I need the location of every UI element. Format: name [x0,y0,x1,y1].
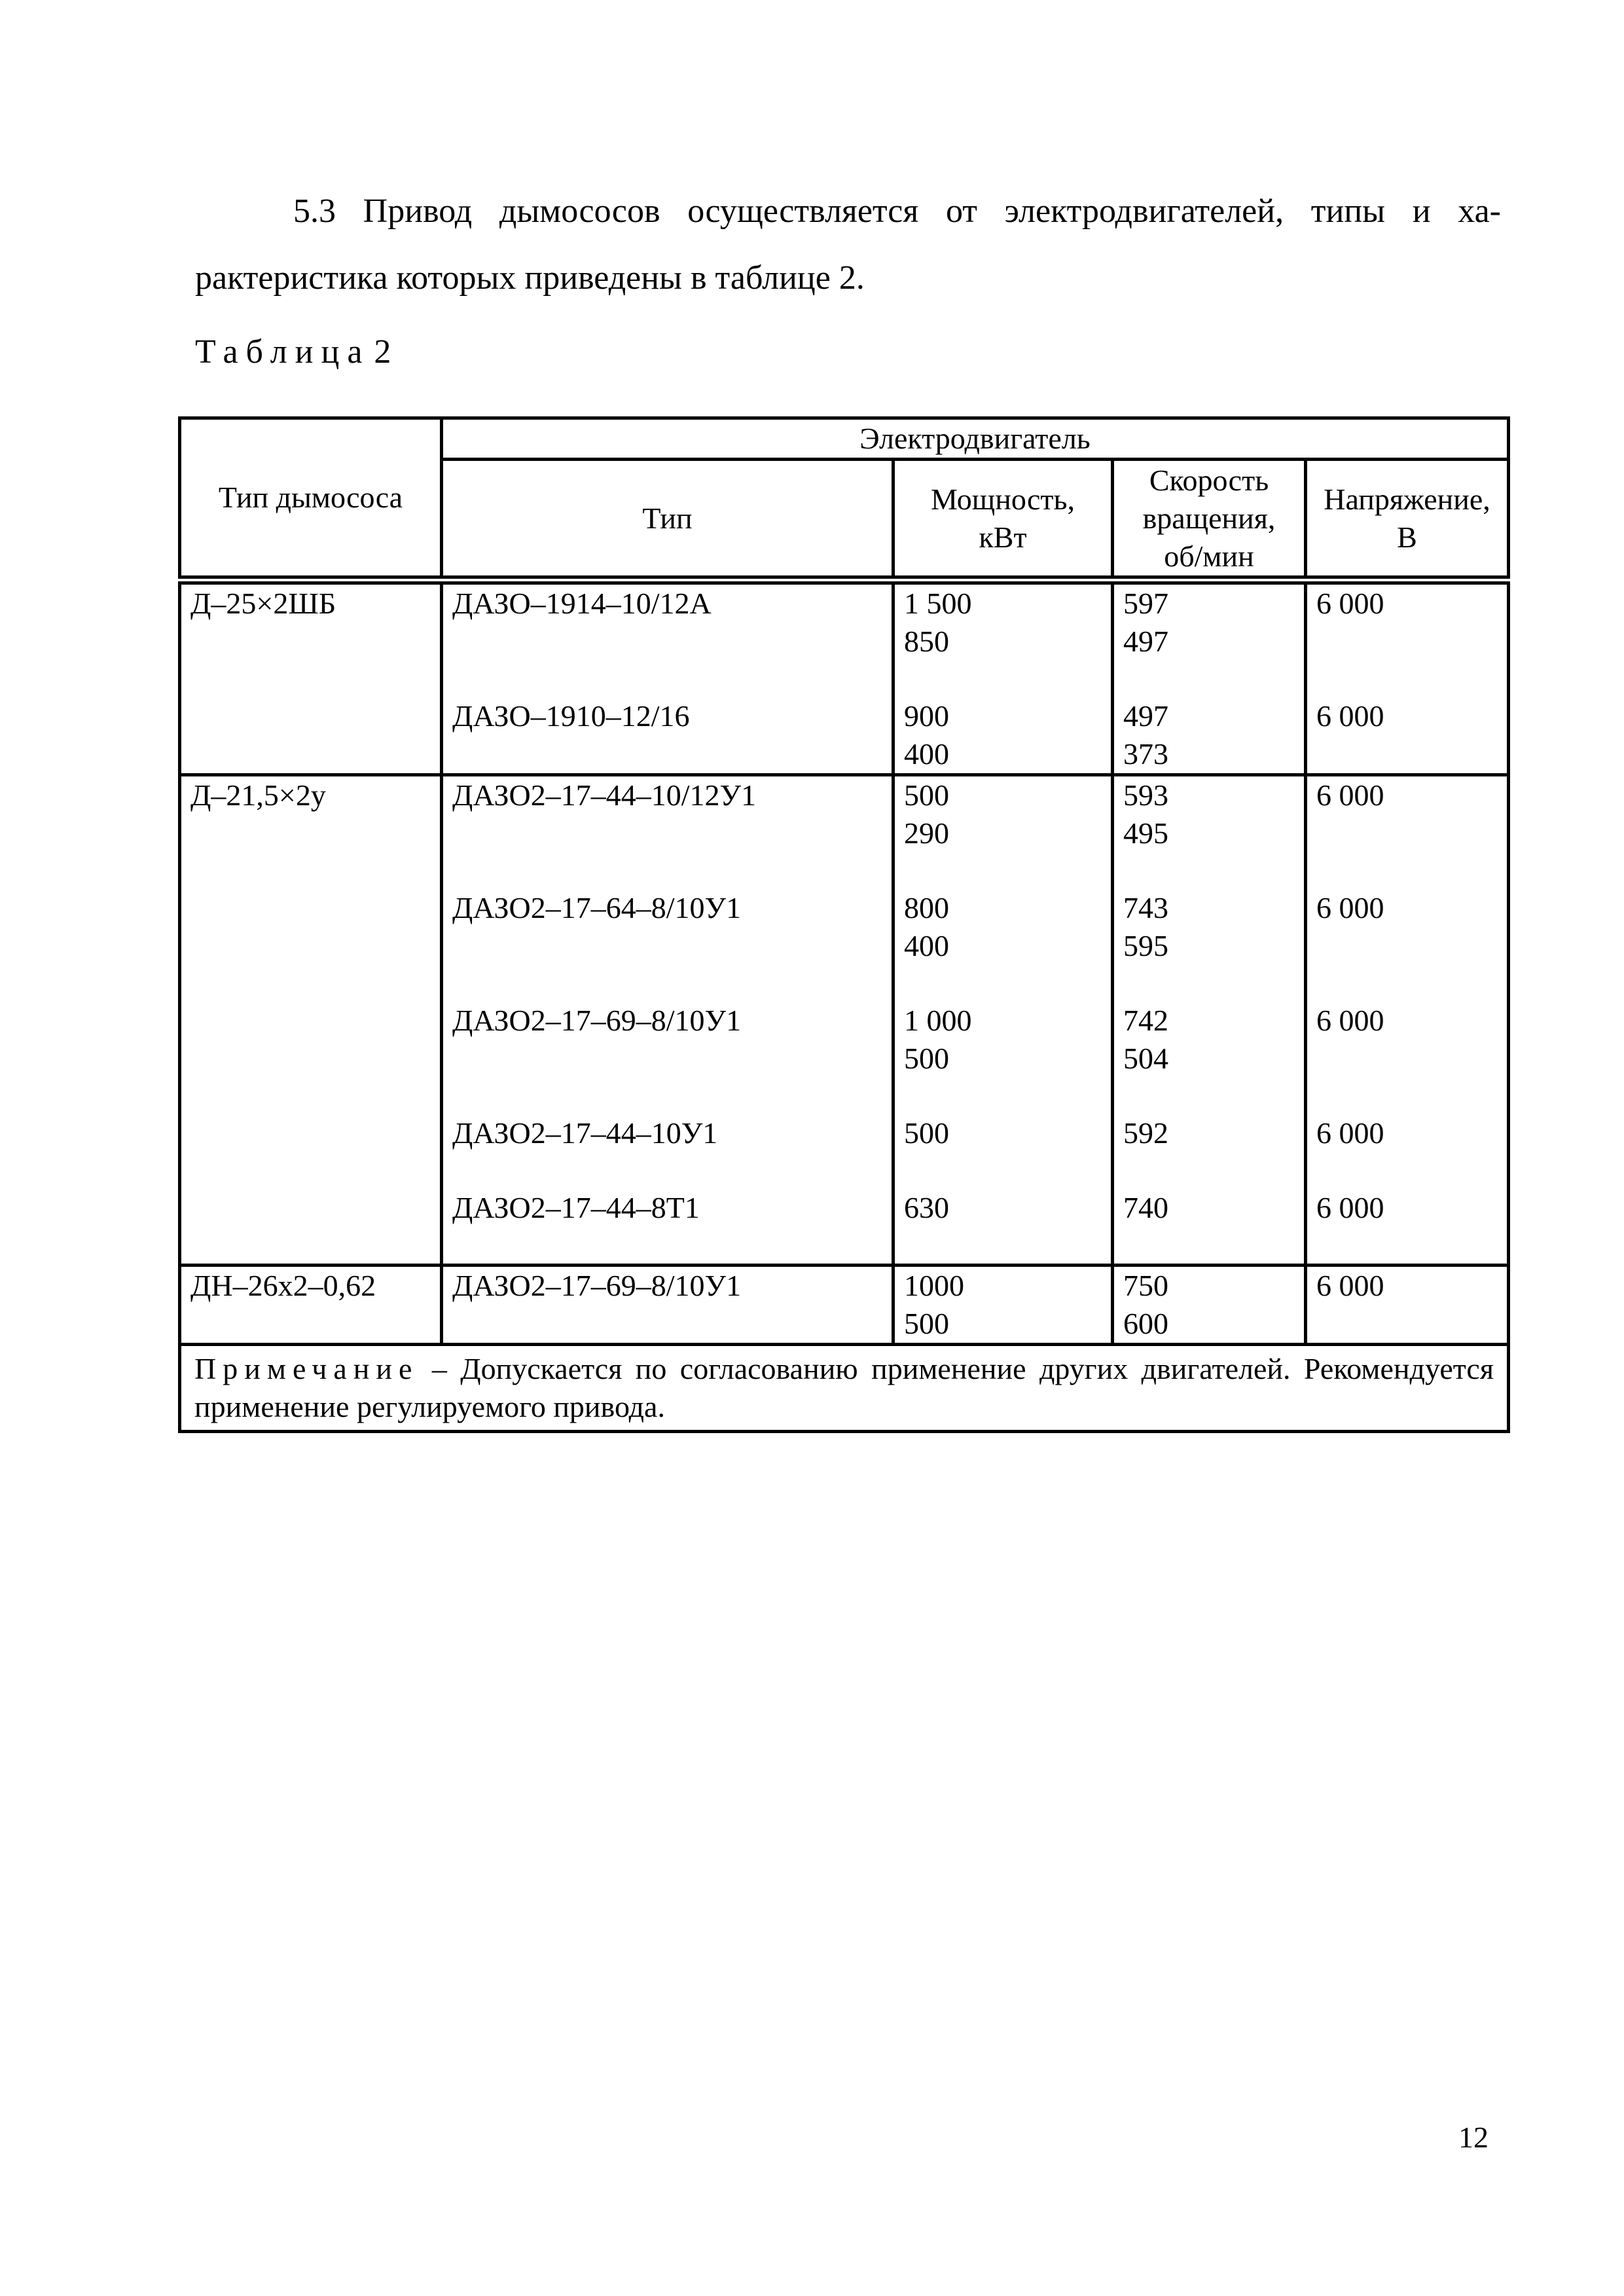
speed-value: 504 [1123,1042,1168,1075]
note-label: Примечание [194,1352,419,1385]
table-caption-number: 2 [374,333,391,371]
power-value: 900 [904,699,949,733]
header-speed [1113,460,1306,581]
power-cell [893,775,1113,853]
power-cell: 500 [893,1114,1113,1152]
power-value: 800 [904,891,949,924]
power-value: 500 [904,1307,949,1340]
speed-cell [1113,775,1306,853]
motor-type-cell: ДАЗО2–17–64–8/10У1 [442,889,893,965]
speed-value: 597 [1123,587,1168,620]
motor-type-cell: ДАЗО2–17–69–8/10У1 [442,1002,893,1078]
table-row [180,580,1509,661]
speed-value: 595 [1123,929,1168,962]
speed-cell: 592 [1113,1114,1306,1152]
voltage-cell: 6 000 [1306,1189,1509,1227]
speed-cell: 740 [1113,1189,1306,1227]
table-note [180,1345,1509,1432]
header-speed-line-1: Скорость [1149,463,1269,497]
header-motor-type: Тип [442,460,893,581]
speed-value: 743 [1123,891,1168,924]
power-value: 290 [904,816,949,850]
motor-type-cell: ДАЗО2–17–44–10/12У1 [442,775,893,853]
intro-paragraph [195,178,1501,312]
power-value: 1 500 [904,587,972,620]
speed-value: 742 [1123,1004,1168,1037]
speed-value: 497 [1123,625,1168,658]
power-cell: 630 [893,1189,1113,1227]
power-cell [893,697,1113,775]
voltage-cell: 6 000 [1306,1266,1509,1345]
fan-type-cell: Д–21,5×2у [180,775,442,1266]
voltage-cell: 6 000 [1306,889,1509,965]
speed-cell [1113,889,1306,965]
power-value: 400 [904,737,949,771]
motor-type-cell: ДАЗО–1914–10/12А [442,580,893,661]
header-voltage [1306,460,1509,581]
motor-type-cell: ДАЗО2–17–44–8Т1 [442,1189,893,1227]
header-voltage-line-2: В [1397,520,1417,554]
header-voltage-line-1: Напряжение, [1324,482,1490,516]
table-row [180,1266,1509,1345]
power-cell [893,1002,1113,1078]
speed-cell [1113,697,1306,775]
voltage-cell: 6 000 [1306,580,1509,661]
power-cell [893,1266,1113,1345]
speed-value: 497 [1123,699,1168,733]
header-speed-line-2: вращения, [1142,501,1276,535]
intro-line-2: рактеристика которых приведены в таблице 2. [195,259,865,297]
table-caption [195,333,391,371]
table-caption-word: Таблица [195,333,370,371]
intro-line-1: 5.3 Привод дымососов осуществляется от электродвигателей, типы и ха- [293,192,1501,230]
power-value: 1 000 [904,1004,972,1037]
power-value: 500 [904,778,949,812]
note-text: – Допускается по согласованию применение других двигателей. Рекомендуется применение регулируемого привода. [194,1352,1494,1423]
table-row [180,775,1509,853]
motor-type-cell: ДАЗО2–17–44–10У1 [442,1114,893,1152]
voltage-cell: 6 000 [1306,775,1509,853]
header-power [893,460,1113,581]
power-value: 850 [904,625,949,658]
speed-cell [1113,580,1306,661]
speed-value: 750 [1123,1269,1168,1302]
voltage-cell: 6 000 [1306,1002,1509,1078]
fan-type-cell: ДН–26х2–0,62 [180,1266,442,1345]
speed-cell [1113,1266,1306,1345]
table-note-row [180,1345,1509,1432]
header-power-line-1: Мощность, [931,482,1075,516]
motor-type-cell: ДАЗО2–17–69–8/10У1 [442,1266,893,1345]
header-motor-group: Электродвигатель [442,418,1509,460]
power-cell [893,580,1113,661]
power-value: 1000 [904,1269,964,1302]
speed-value: 495 [1123,816,1168,850]
speed-value: 593 [1123,778,1168,812]
header-power-line-2: кВт [979,520,1027,554]
voltage-cell: 6 000 [1306,697,1509,775]
fan-type-cell: Д–25×2ШБ [180,580,442,775]
page-number: 12 [1458,2121,1489,2154]
motor-type-cell: ДАЗО–1910–12/16 [442,697,893,775]
header-fan-type: Тип дымососа [180,418,442,581]
power-cell [893,889,1113,965]
header-speed-line-3: об/мин [1164,539,1254,573]
speed-value: 600 [1123,1307,1168,1340]
motors-table [178,416,1510,1433]
voltage-cell: 6 000 [1306,1114,1509,1152]
power-value: 400 [904,929,949,962]
speed-cell [1113,1002,1306,1078]
speed-value: 373 [1123,737,1168,771]
power-value: 500 [904,1042,949,1075]
